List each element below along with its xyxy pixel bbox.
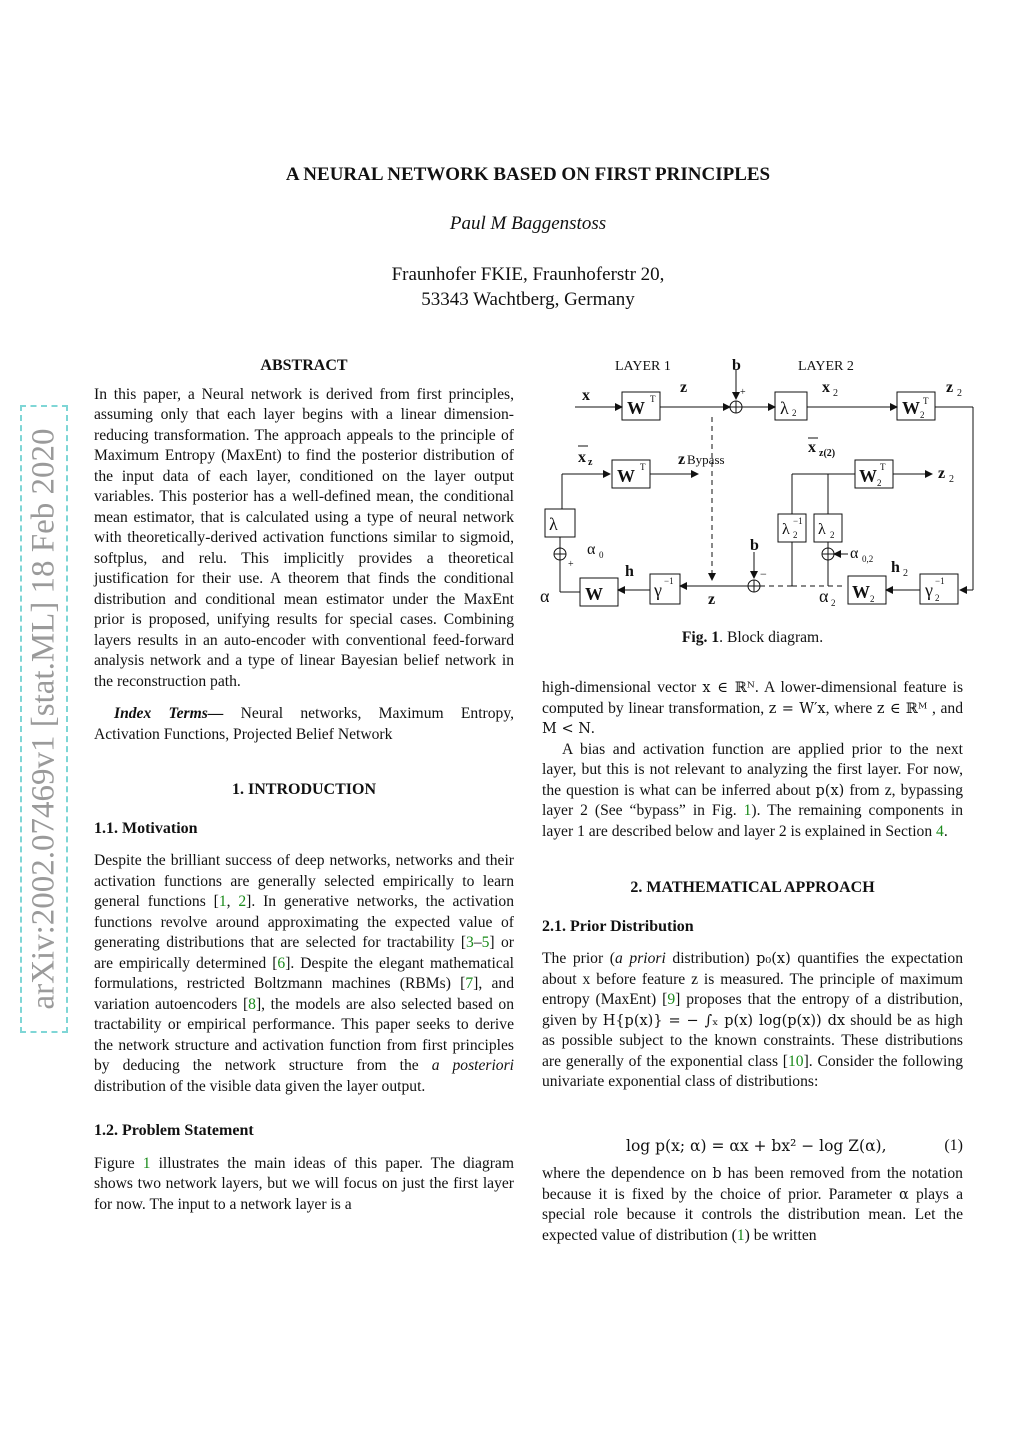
- svg-text:2: 2: [949, 474, 954, 485]
- layer1-label: LAYER 1: [615, 359, 671, 374]
- svg-text:T: T: [650, 394, 656, 404]
- figure-link[interactable]: 1: [142, 1154, 151, 1172]
- svg-text:λ: λ: [818, 521, 826, 538]
- problem-statement-heading: 1.2. Problem Statement: [94, 1122, 254, 1139]
- affiliation-line1: Fraunhofer FKIE, Fraunhoferstr 20,: [391, 264, 665, 285]
- prior-paragraph: The prior (a priori distribution) p₀(x) quantifies the expectation about x before feature z is measured. The principle of maximum entropy (MaxEnt) [9] proposes that the entropy of a distribution, given by H{p(x)} = − ∫ₓ p(x) log(p(x)) dx should be as high as possible subject to the known constraints. These distributions are generally of the exponential class [10]. Consider the following univariate exponential class of distributions:: [542, 950, 963, 1090]
- section2-heading: 2. MATHEMATICAL APPROACH: [630, 879, 875, 896]
- svg-text:2: 2: [792, 408, 797, 418]
- svg-text:W: W: [585, 584, 603, 604]
- svg-text:2: 2: [935, 593, 940, 603]
- svg-text:0,2: 0,2: [862, 554, 874, 564]
- citation-link[interactable]: 9: [667, 991, 676, 1008]
- svg-text:γ: γ: [925, 580, 933, 600]
- figure-link[interactable]: 1: [743, 802, 752, 819]
- svg-text:λ: λ: [780, 398, 789, 418]
- layer2-label: LAYER 2: [798, 359, 854, 374]
- equation-body: log p(x; α) = αx + bx² − log Z(α),: [626, 1137, 887, 1155]
- svg-text:z: z: [708, 591, 716, 608]
- svg-text:x: x: [808, 439, 816, 456]
- equation-link[interactable]: 1: [736, 1226, 745, 1244]
- affiliation-line2: 53343 Wachtberg, Germany: [421, 289, 635, 310]
- problem-statement-paragraph: Figure 1 illustrates the main ideas of this paper. The diagram shows two network layers, but we will focus on just the first layer for now. The input to a network layer is a: [94, 1154, 514, 1213]
- svg-text:2: 2: [903, 568, 908, 579]
- svg-text:z: z: [678, 451, 686, 468]
- affiliation: [0, 262, 1024, 312]
- svg-text:W: W: [617, 466, 635, 486]
- svg-text:h: h: [625, 563, 634, 580]
- svg-text:h: h: [891, 559, 900, 576]
- parameter-paragraph: where the dependence on b has been removed from the notation because it is fixed by the choice of prior. Parameter α plays a special role because it controls the distribution mean. Let the expected value of distribution (1) be written: [542, 1165, 963, 1244]
- svg-text:x: x: [578, 449, 586, 466]
- svg-text:−1: −1: [664, 576, 674, 586]
- block-diagram: [540, 352, 980, 622]
- svg-text:2: 2: [870, 594, 875, 604]
- svg-text:z: z: [588, 457, 593, 468]
- paper-title: A NEURAL NETWORK BASED ON FIRST PRINCIPLES: [285, 164, 771, 185]
- index-terms: [94, 704, 514, 745]
- bypass-label: Bypass: [687, 452, 725, 467]
- svg-text:T: T: [640, 462, 646, 472]
- svg-text:b: b: [732, 357, 741, 374]
- citation-link[interactable]: 8: [248, 995, 256, 1013]
- svg-text:0: 0: [599, 550, 604, 560]
- index-terms-label: Index Terms—: [114, 705, 224, 722]
- svg-text:α: α: [540, 586, 550, 606]
- svg-text:−1: −1: [935, 576, 945, 586]
- citation-link[interactable]: 2: [238, 893, 247, 910]
- svg-text:+: +: [568, 559, 574, 570]
- svg-text:z: z: [938, 465, 946, 482]
- svg-text:2: 2: [833, 388, 838, 399]
- svg-text:−1: −1: [793, 516, 803, 526]
- citation-link[interactable]: 10: [787, 1052, 804, 1070]
- right-column: [542, 678, 963, 1093]
- svg-text:2: 2: [877, 478, 882, 488]
- svg-text:W: W: [627, 398, 645, 418]
- svg-text:b: b: [750, 537, 759, 554]
- motivation-heading: 1.1. Motivation: [94, 819, 198, 837]
- svg-text:γ: γ: [654, 580, 662, 600]
- svg-text:T: T: [923, 396, 929, 406]
- citation-link[interactable]: 6: [277, 954, 286, 972]
- figure-caption-label: Fig. 1: [681, 629, 720, 646]
- svg-text:α: α: [587, 541, 596, 558]
- svg-text:2: 2: [793, 530, 798, 540]
- abstract-text: In this paper, a Neural network is derived from first principles, assuming only that each layer begins with a linear dimension-reducing transformation. The approach appeals to the principle of Maximum Entropy (MaxEnt) to find the posterior distribution of the input data of each layer, conditioned on the layer output variables. This posterior has a well-defined mean, the conditional mean estimator, that is calculated using a type of neural network with theoretically-derived activation functions similar to sigmoid, softplus, and relu. This implicitly provides a theoretical justification for their use. A theorem that finds the conditional distribution and conditional mean estimator under the MaxEnt prior is proposed, unifying results for special cases. Combining layers results in an auto-encoder with conventional feed-forward analysis network and a type of linear Bayesian belief network in the reconstruction path.: [94, 385, 514, 690]
- svg-text:W: W: [859, 466, 877, 486]
- motivation-paragraph: Despite the brilliant success of deep networks, networks and their activation functions are generally selected empirically to learn general functions [1, 2]. In generative networks, the activation functions revolve around approximating the expected value of generating distributions that are selected for tractability [3–5] or are empirically determined [6]. Despite the elegant mathematical formulations, restricted Boltzmann machines (RBMs) [7], and variation autoencoders [8], the models are also selected based on tractability or empirical performance. This paper seeks to derive the network structure and activation function from first principles by deducing the network structure from the a posteriori distribution of the visible data given the layer output.: [94, 852, 514, 1095]
- svg-text:x: x: [582, 387, 590, 404]
- citation-link[interactable]: 1: [218, 893, 227, 910]
- section1-heading: 1. INTRODUCTION: [231, 781, 376, 798]
- left-column: [94, 356, 514, 1215]
- svg-text:−: −: [760, 567, 767, 581]
- svg-text:2: 2: [920, 410, 925, 420]
- bias-paragraph: A bias and activation function are applied prior to the next layer, but this is not relevant to analyzing the first layer. For now, the question is what can be inferred about p(x) from z, bypassing layer 2 (See “bypass” in Fig. 1). The remaining components in layer 1 are described below and layer 2 is explained in Section 4.: [542, 740, 963, 840]
- svg-text:z(2): z(2): [819, 448, 836, 459]
- svg-text:W: W: [852, 582, 870, 602]
- citation-link[interactable]: 7: [465, 975, 474, 992]
- svg-text:λ: λ: [549, 514, 558, 534]
- svg-text:T: T: [880, 462, 886, 472]
- figure-caption: [542, 629, 963, 647]
- arxiv-id: arXiv:2002.07469v1 [stat.ML] 18 Feb 2020: [25, 428, 62, 1010]
- author-name: Paul M Baggenstoss: [449, 213, 607, 234]
- section-link[interactable]: 4: [936, 822, 944, 840]
- svg-text:α: α: [819, 586, 829, 606]
- equation-number: (1): [944, 1137, 963, 1154]
- citation-link[interactable]: 3: [466, 934, 474, 951]
- intro-continuation: high-dimensional vector x ∈ ℝᴺ. A lower-dimensional feature is computed by linear transformation, z = W′x, where z ∈ ℝᴹ , and M < N.: [542, 679, 964, 737]
- citation-link[interactable]: 5: [481, 934, 490, 951]
- arxiv-watermark: [20, 405, 68, 1033]
- svg-text:α: α: [850, 545, 859, 562]
- svg-text:+: +: [740, 387, 746, 398]
- svg-text:z: z: [680, 379, 688, 396]
- figure-caption-text: . Block diagram.: [719, 629, 824, 646]
- svg-text:W: W: [902, 398, 920, 418]
- svg-text:2: 2: [831, 598, 836, 608]
- index-terms-text: Neural networks, Maximum Entropy, Activation Functions, Projected Belief Network: [94, 705, 514, 743]
- svg-text:2: 2: [957, 388, 962, 399]
- svg-text:2: 2: [830, 530, 835, 540]
- right-column-after-equation: [542, 1164, 963, 1246]
- abstract-heading: ABSTRACT: [260, 357, 348, 374]
- svg-text:λ: λ: [782, 521, 790, 538]
- svg-text:x: x: [822, 379, 830, 396]
- svg-text:z: z: [946, 379, 954, 396]
- prior-distribution-heading: 2.1. Prior Distribution: [542, 917, 694, 935]
